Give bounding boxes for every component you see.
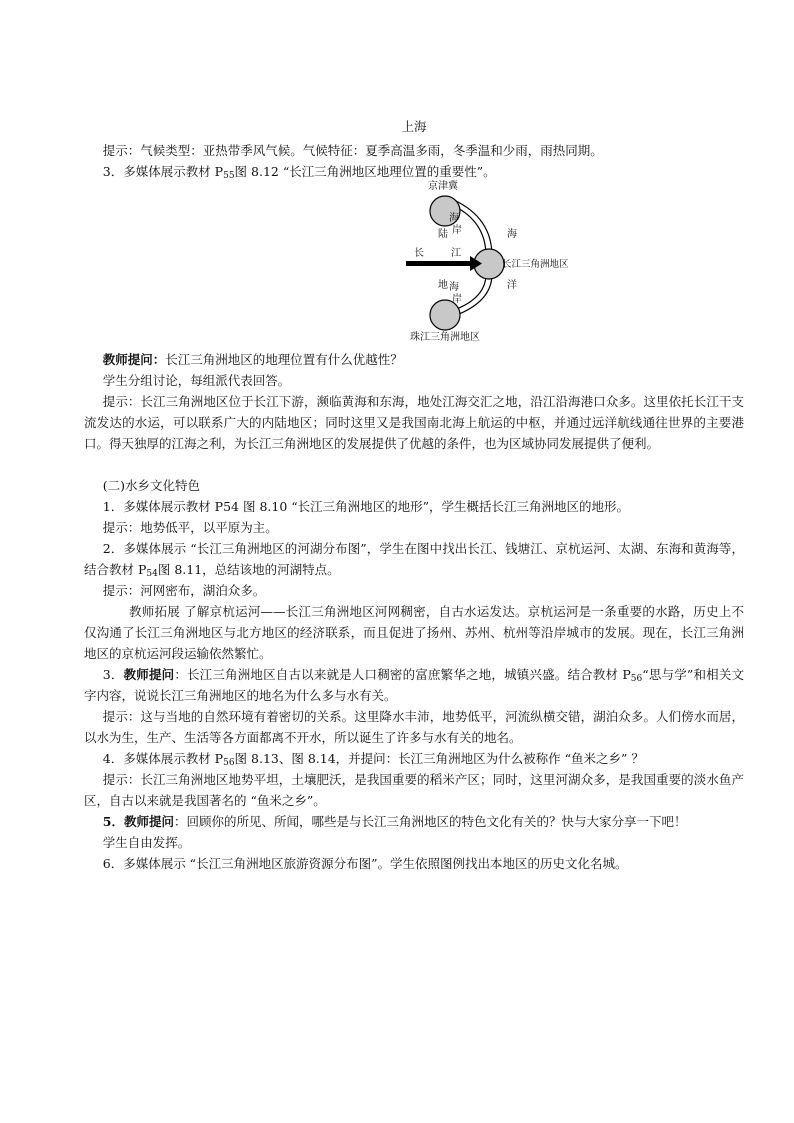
label-chang: 长 xyxy=(414,248,424,259)
text: 5． xyxy=(102,814,124,829)
teacher-question-1 xyxy=(84,349,744,370)
teacher-extension xyxy=(84,601,744,664)
student-discussion: 学生分组讨论，每组派代表回答。 xyxy=(102,373,291,388)
text: 了解京杭运河——长江三角洲地区河网稠密，自古水运发达。京杭运河是一条重要的水路，历史上不仅沟通了长江三角洲地区与北方地区的经济联系，而且促进了扬州、苏州、杭州等沿岸城市的发展。现在，长江三角洲地区的京杭运河段运输依然繁忙。 xyxy=(84,604,744,661)
step-1-terrain: 1．多媒体展示教材 P54 图 8.10 “长江三角洲地区的地形”，学生概括长江三角洲地区的地形。 xyxy=(102,499,630,514)
teacher-question-5 xyxy=(84,811,744,832)
hint-rivers xyxy=(84,580,744,601)
hint-fish-rice xyxy=(84,769,744,811)
location-diagram xyxy=(314,178,569,346)
hint-label: 提示： xyxy=(102,520,141,535)
page-sub: 54 xyxy=(146,569,158,579)
page-sub: 56 xyxy=(223,758,235,768)
label-yangtze-delta: 长江三角洲地区 xyxy=(502,259,569,270)
label-coast: 岸 xyxy=(452,225,462,236)
text: ：长江三角洲地区自古以来就是人口稠密的富庶繁华之地，城镇兴盛。结合教材 P xyxy=(174,667,631,682)
hint-text: 气候类型：亚热带季风气候。气候特征：夏季高温多雨，冬季温和少雨，雨热同期。 xyxy=(140,143,603,158)
hint-text: 长江三角洲地区位于长江下游，濒临黄海和东海，地处江海交汇之地，沿江沿海港口众多。这里依托长江干支流发达的水运，可以联系广大的内陆地区；同时这里又是我国南北海上航运的中枢，并通过远洋航线通往世界的主要港口。得天独厚的江海之利，为长江三角洲地区的发展提供了优越的条件，也为区域协同发展提供了便利。 xyxy=(84,394,744,451)
hint-label: 提示： xyxy=(102,394,141,409)
page-title: 上海 xyxy=(401,119,427,134)
label-land: 陆 xyxy=(438,229,448,240)
hint-place-names xyxy=(84,706,744,748)
label-jingjinji: 京津冀 xyxy=(428,181,458,192)
hint-text: 长江三角洲地区地势平坦，土壤肥沃，是我国重要的稻米产区；同时，这里河湖众多，是我国重要的淡水鱼产区，自古以来就是我国著名的 “鱼米之乡”。 xyxy=(84,772,744,808)
hint-label: 提示： xyxy=(102,772,141,787)
step-4-fish-rice xyxy=(84,748,744,769)
text: “思与学”和相关文字内容，说说长江三角洲地区的地名为什么多与水有关。 xyxy=(84,667,744,703)
hint-text: 地势低平，以平原为主。 xyxy=(140,520,278,535)
hint-location xyxy=(84,391,744,454)
text: 图 8.13、图 8.14，并提问：长江三角洲地区为什么被称作 “鱼米之乡” ？ xyxy=(234,751,644,766)
section-heading-2: (二)水乡文化特色 xyxy=(102,478,201,493)
label-coast: 岸 xyxy=(452,294,462,305)
text: ：回顾你的所见、所闻，哪些是与长江三角洲地区的特色文化有关的？快与大家分享一下吧！ xyxy=(173,814,687,829)
hint-label: 提示： xyxy=(102,583,141,598)
text: 2．多媒体展示 “长江三角洲地区的河湖分布图”，学生在图中找出长江、钱塘江、京杭运河、太湖、东海和黄海等，结合教材 P xyxy=(84,541,744,577)
yangtze-arrow-shaft xyxy=(406,261,470,266)
question-label: 教师提问 xyxy=(123,667,175,682)
page-sub: 56 xyxy=(630,674,643,684)
question-label: 教师提问： xyxy=(102,352,166,367)
label-coast: 海 xyxy=(449,282,459,293)
text: 图 8.11，总结该地的河湖特点。 xyxy=(157,562,340,577)
label-pearl-delta: 珠江三角洲地区 xyxy=(410,332,480,343)
page-sub: 55 xyxy=(223,171,235,181)
label-jiang: 江 xyxy=(451,248,461,259)
teacher-question-3 xyxy=(84,664,744,706)
label-di: 地 xyxy=(438,280,448,291)
hint-climate xyxy=(84,140,744,161)
text: 3． xyxy=(102,667,124,682)
extension-label: 教师拓展 xyxy=(129,604,180,619)
hint-text: 这与当地的自然环境有着密切的关系。这里降水丰沛，地势低平，河流纵横交错，湖泊众多。人们傍水而居，以水为生，生产、生活等各方面都离不开水，所以诞生了许多与水有关的地名。 xyxy=(84,709,744,745)
label-sea: 海 xyxy=(507,229,517,240)
student-free: 学生自由发挥。 xyxy=(102,835,191,850)
step-6-tourism: 6．多媒体展示 “长江三角洲地区旅游资源分布图”。学生依照图例找出本地区的历史文化名城。 xyxy=(102,856,628,871)
diagram-graphic xyxy=(314,178,514,346)
step-2-rivers xyxy=(84,538,744,580)
hint-label: 提示： xyxy=(102,143,141,158)
label-coast: 海 xyxy=(449,213,459,224)
text: 3．多媒体展示教材 P xyxy=(102,164,224,179)
hint-label: 提示： xyxy=(102,709,141,724)
text: 图 8.12 “长江三角洲地区地理位置的重要性”。 xyxy=(234,164,496,179)
text: 4．多媒体展示教材 P xyxy=(102,751,224,766)
hint-terrain xyxy=(84,517,744,538)
question-label: 教师提问 xyxy=(123,814,174,829)
text: 长江三角洲地区的地理位置有什么优越性？ xyxy=(165,352,403,367)
label-ocean: 洋 xyxy=(507,280,517,291)
hint-text: 河网密布，湖泊众多。 xyxy=(140,583,266,598)
